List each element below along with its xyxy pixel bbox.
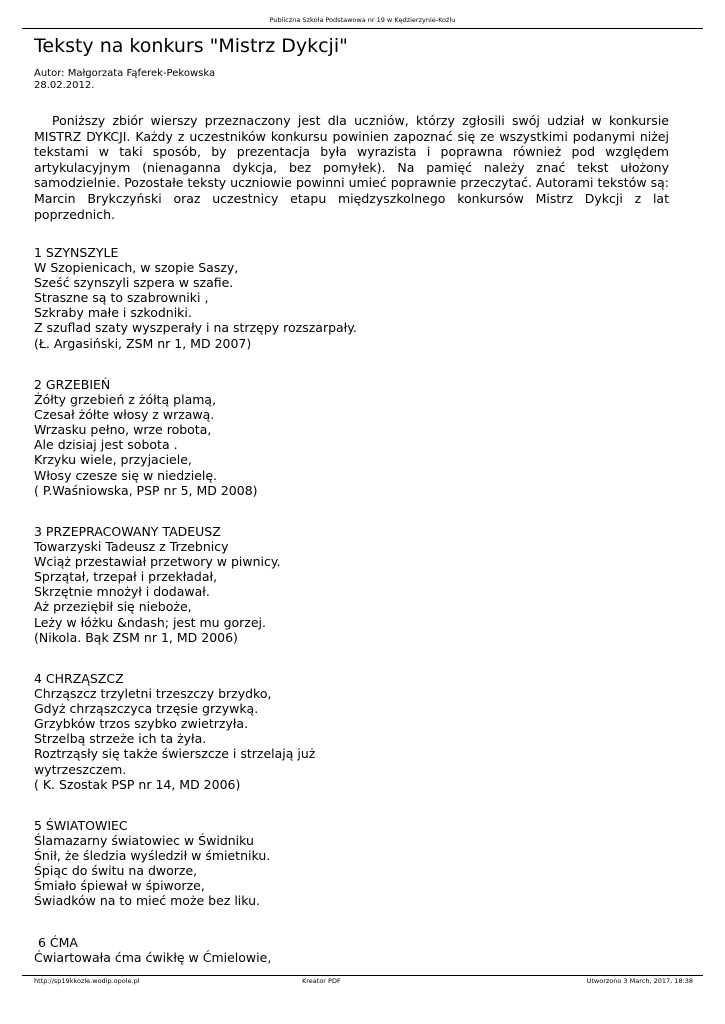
poem-line: Sprzątał, trzepał i przekładał,: [34, 569, 218, 585]
poem-6: [34, 935, 271, 965]
poem-heading: 5 ŚWIATOWIEC: [34, 818, 128, 833]
poem-line: Z szuflad szaty wyszperały i na strzępy rozszarpały.: [34, 320, 357, 336]
poem-line: Chrząszcz trzyletni trzeszczy brzydko,: [34, 686, 272, 702]
poem-3: [34, 524, 280, 645]
poem-line: Śpiąc do świtu na dworze,: [34, 863, 198, 879]
poem-4: [34, 671, 315, 792]
poem-line: Straszne są to szabrowniki ,: [34, 290, 209, 306]
poem-line: Roztrząsły się także świerszcze i strzelają już: [34, 746, 316, 762]
poem-line: Wciąż przestawiał przetwory w piwnicy.: [34, 554, 281, 570]
page-footer: [0, 975, 725, 995]
poem-attribution: (Ł. Argasiński, ZSM nr 1, MD 2007): [34, 335, 252, 351]
poem-line: Aż przeziębił się nieboże,: [34, 599, 192, 615]
poem-1: [34, 245, 357, 351]
poem-heading: 2 GRZEBIEŃ: [34, 377, 111, 392]
poem-2: [34, 377, 258, 498]
poem-line: Świadków na to mieć może bez liku.: [34, 893, 261, 909]
header-rule: [22, 28, 703, 29]
poem-line: Sześć szynszyli szpera w szafie.: [34, 275, 234, 291]
poem-line: W Szopienicach, w szopie Saszy,: [34, 260, 239, 276]
poem-line: Ćwiartowała ćma ćwikłę w Ćmielowie,: [34, 950, 272, 966]
poem-line: Ale dzisiaj jest sobota .: [34, 437, 178, 453]
poem-line: Wrzasku pełno, wrze robota,: [34, 422, 212, 438]
poem-line: wytrzeszczem.: [34, 761, 127, 777]
poem-attribution: (Nikola. Bąk ZSM nr 1, MD 2006): [34, 629, 238, 645]
document-meta: [34, 68, 215, 91]
poem-heading: 6 ĆMA: [34, 935, 78, 950]
footer-created: Utworzono 3 March, 2017, 18:38: [586, 977, 693, 985]
poem-line: Ślamazarny światowiec w Świdniku: [34, 833, 254, 849]
poem-line: Skrzętnie mnożył i dodawał.: [34, 584, 210, 600]
poem-line: Krzyku wiele, przyjaciele,: [34, 452, 192, 468]
poem-line: Towarzyski Tadeusz z Trzebnicy: [34, 539, 229, 555]
poem-heading: 4 CHRZĄSZCZ: [34, 671, 124, 686]
document-title: Teksty na konkurs "Mistrz Dykcji": [34, 35, 348, 57]
poem-5: [34, 818, 270, 909]
poem-line: Śnił, że śledzia wyśledził w śmietniku.: [34, 848, 271, 864]
poem-line: Śmiało śpiewał w śpiworze,: [34, 878, 205, 894]
poem-line: Żółty grzebień z żółtą plamą,: [34, 392, 217, 408]
header-school-name: Publiczna Szkoła Podstawowa nr 19 w Kędzierzynie-Koźlu: [269, 16, 456, 24]
intro-paragraph: Poniższy zbiór wierszy przeznaczony jest dla uczniów, którzy zgłosili swój udział w konkursie MISTRZ DYKCJI. Każdy z uczestników konkursu powinien zapoznać się ze wszystkimi podanymi niżej tekstami w taki sposób, by prezentacja była wyrazista i poprawna również pod względem artykulacyjnym (nienaganna dykcja, bez pomyłek). Na pamięć należy znać tekst ułożony samodzielnie. Pozostałe teksty uczniowie powinni umieć poprawnie przeczytać. Autorami tekstów są: Marcin Brykczyński oraz uczestnicy etapu międzyszkolnego konkursów Mistrz Dykcji z lat poprzednich.: [34, 113, 669, 222]
poem-line: Leży w łóżku &ndash; jest mu gorzej.: [34, 614, 267, 630]
intro-section: [34, 113, 669, 222]
poem-line: Włosy czesze się w niedzielę.: [34, 467, 218, 483]
page-header: [0, 12, 725, 30]
author-line: Autor: Małgorzata Fąferek-Pekowska: [34, 68, 216, 79]
footer-url-link[interactable]: http://sp19kkozle.wodip.opole.pl: [34, 977, 140, 985]
poem-attribution: ( K. Szostak PSP nr 14, MD 2006): [34, 776, 241, 792]
poem-line: Grzybków trzos szybko zwietrzyła.: [34, 716, 249, 732]
poem-line: Strzelbą strzeże ich ta żyła.: [34, 731, 207, 747]
footer-generator: Kreator PDF: [302, 977, 341, 985]
poem-heading: 3 PRZEPRACOWANY TADEUSZ: [34, 524, 221, 539]
poem-line: Czesał żółte włosy z wrzawą.: [34, 407, 215, 423]
poem-heading: 1 SZYNSZYLE: [34, 245, 119, 260]
poem-attribution: ( P.Waśniowska, PSP nr 5, MD 2008): [34, 482, 258, 498]
poem-line: Szkraby małe i szkodniki.: [34, 305, 192, 321]
date-line: 28.02.2012.: [34, 79, 95, 91]
footer-rule: [22, 975, 703, 976]
poem-line: Gdyż chrząszczyca trzęsie grzywką.: [34, 701, 259, 717]
